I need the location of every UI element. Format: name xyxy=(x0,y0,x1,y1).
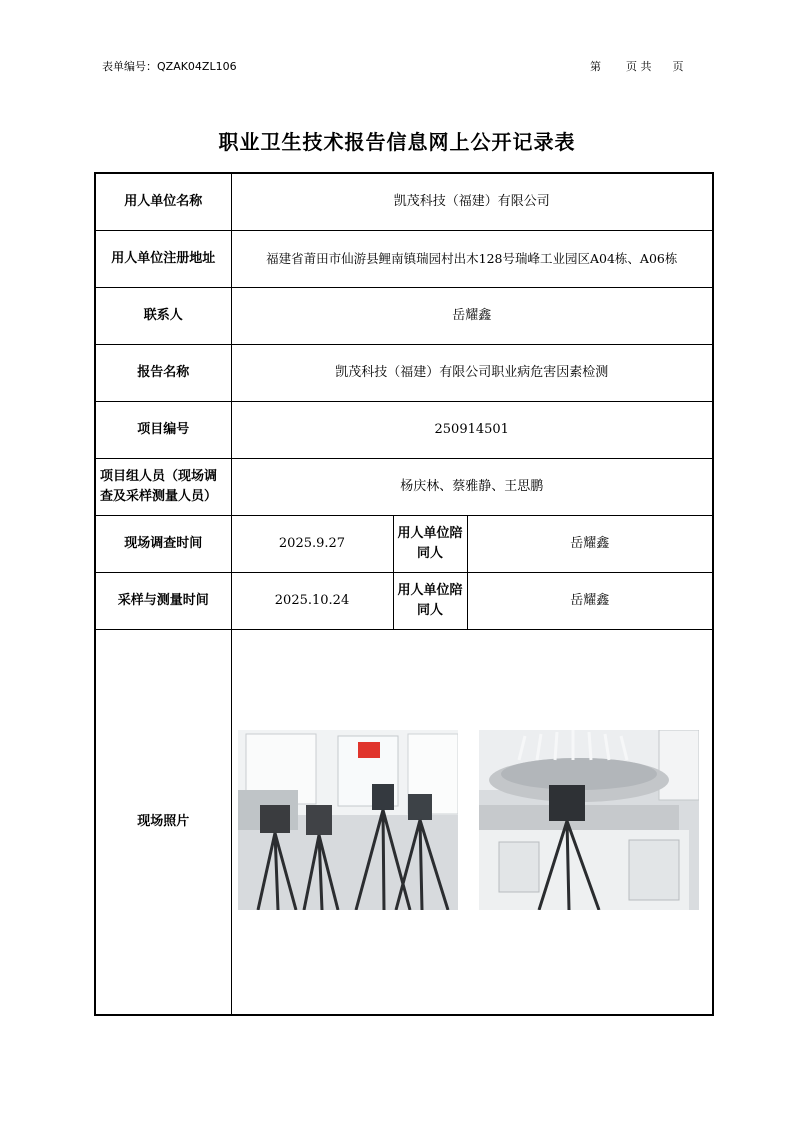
address-value: 福建省莆田市仙游县鲤南镇瑞园村出木128号瑞峰工业园区A04栋、A06栋 xyxy=(231,231,713,288)
sampling-time-label: 采样与测量时间 xyxy=(95,573,231,630)
site-photo-2 xyxy=(479,730,699,910)
row-contact xyxy=(95,288,713,345)
contact-value: 岳耀鑫 xyxy=(231,288,713,345)
row-report xyxy=(95,345,713,402)
escort-label-2: 用人单位陪同人 xyxy=(393,573,467,630)
project-no-value: 250914501 xyxy=(231,402,713,459)
sampling-time-value: 2025.10.24 xyxy=(231,573,393,630)
page-di: 第 xyxy=(590,60,601,73)
page-counter xyxy=(590,58,684,74)
report-label: 报告名称 xyxy=(95,345,231,402)
survey-time-label: 现场调查时间 xyxy=(95,516,231,573)
page-title: 职业卫生技术报告信息网上公开记录表 xyxy=(218,130,576,154)
page-ye-gong: 页 共 xyxy=(626,60,652,73)
project-no-label: 项目编号 xyxy=(95,402,231,459)
address-label: 用人单位注册地址 xyxy=(95,231,231,288)
form-number: 表单编号：QZAK04ZL106 xyxy=(102,60,237,73)
team-value: 杨庆林、蔡雅静、王思鹏 xyxy=(231,459,713,516)
escort-label-1: 用人单位陪同人 xyxy=(393,516,467,573)
page-ye: 页 xyxy=(672,60,684,73)
team-label: 项目组人员（现场调查及采样测量人员） xyxy=(95,459,231,516)
photos-label: 现场照片 xyxy=(95,630,231,1016)
row-sampling-time xyxy=(95,573,713,630)
survey-time-value: 2025.9.27 xyxy=(231,516,393,573)
employer-label: 用人单位名称 xyxy=(95,173,231,231)
employer-value: 凯茂科技（福建）有限公司 xyxy=(231,173,713,231)
row-survey-time xyxy=(95,516,713,573)
escort-value-2: 岳耀鑫 xyxy=(467,573,713,630)
site-photo-1 xyxy=(238,730,458,910)
escort-value-1: 岳耀鑫 xyxy=(467,516,713,573)
row-project-no xyxy=(95,402,713,459)
row-team xyxy=(95,459,713,516)
contact-label: 联系人 xyxy=(95,288,231,345)
report-value: 凯茂科技（福建）有限公司职业病危害因素检测 xyxy=(231,345,713,402)
row-employer xyxy=(95,173,713,231)
row-address xyxy=(95,231,713,288)
